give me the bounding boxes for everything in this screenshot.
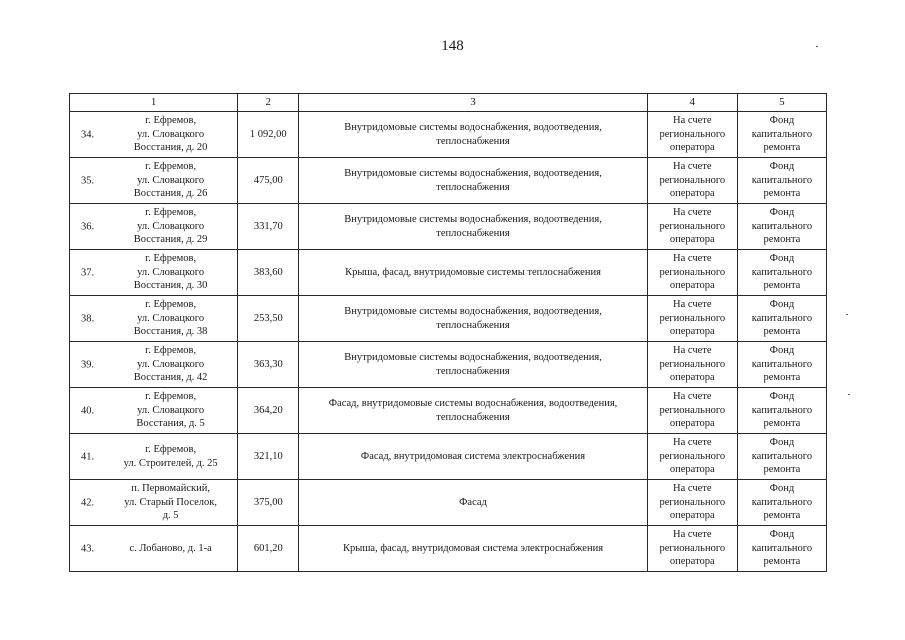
address-line: ул. Строителей, д. 25 — [123, 457, 218, 469]
source-line: капитального — [751, 128, 813, 140]
account-cell — [647, 526, 737, 572]
page-number: 148 — [441, 38, 464, 54]
source-line: Фонд — [769, 345, 795, 357]
capital-repair-table — [69, 93, 827, 572]
works-line: Внутридомовые системы водоснабжения, водоотведения, — [344, 214, 602, 225]
works-line: Крыша, фасад, внутридомовые системы теплоснабжения — [345, 266, 601, 278]
table-row — [70, 158, 827, 204]
account-line: На счете — [673, 437, 712, 449]
table-row — [70, 434, 827, 480]
address-line: г. Ефремов, — [145, 391, 197, 403]
address-cell — [70, 250, 238, 296]
source-line: Фонд — [769, 207, 795, 219]
table-row — [70, 112, 827, 158]
address-line: с. Лобаново, д. 1-а — [129, 542, 212, 554]
value-cell: 601,20 — [238, 526, 299, 572]
account-line: На счете — [673, 207, 712, 219]
scan-speck — [816, 46, 818, 47]
source-line: капитального — [751, 542, 813, 554]
address-line: ул. Словацкого — [137, 312, 205, 324]
source-line: ремонта — [763, 188, 801, 200]
address-line: ул. Словацкого — [137, 358, 205, 370]
address-line: г. Ефремов, — [145, 115, 197, 127]
works-line: Внутридомовые системы водоснабжения, водоотведения, — [344, 306, 602, 317]
source-line: ремонта — [763, 372, 801, 384]
works-line: Внутридомовые системы водоснабжения, водоотведения, — [344, 122, 602, 133]
address-line: Восстания, д. 26 — [133, 188, 208, 200]
source-line: ремонта — [763, 464, 801, 476]
source-line: ремонта — [763, 234, 801, 246]
account-line: регионального — [659, 266, 726, 278]
source-line: Фонд — [769, 437, 795, 449]
row-number: 43. — [81, 542, 95, 554]
funding-source-cell — [737, 204, 826, 250]
account-line: оператора — [669, 280, 715, 292]
address-line: Восстания, д. 20 — [133, 142, 208, 154]
address-line: ул. Словацкого — [137, 266, 205, 278]
source-line: Фонд — [769, 115, 795, 127]
works-line: теплоснабжения — [436, 411, 510, 423]
works-line: Внутридомовые системы водоснабжения, водоотведения, — [344, 352, 602, 363]
source-line: капитального — [751, 358, 813, 370]
value-cell: 321,10 — [238, 434, 299, 480]
address-cell — [70, 296, 238, 342]
address-line: ул. Словацкого — [137, 174, 205, 186]
address-text — [73, 344, 234, 385]
address-cell — [70, 434, 238, 480]
value-cell: 475,00 — [238, 158, 299, 204]
table-header-row — [70, 94, 827, 112]
account-cell — [647, 342, 737, 388]
works-line: теплоснабжения — [436, 181, 510, 193]
row-number: 41. — [81, 450, 95, 462]
account-line: оператора — [669, 418, 715, 430]
address-line: ул. Словацкого — [137, 404, 205, 416]
source-line: ремонта — [763, 510, 801, 522]
value-cell: 331,70 — [238, 204, 299, 250]
source-line: Фонд — [769, 161, 795, 173]
source-line: капитального — [751, 404, 813, 416]
address-text — [73, 114, 234, 155]
source-line: капитального — [751, 266, 813, 278]
source-line: Фонд — [769, 299, 795, 311]
source-line: капитального — [751, 312, 813, 324]
table-row — [70, 342, 827, 388]
value-cell: 383,60 — [238, 250, 299, 296]
account-line: оператора — [669, 188, 715, 200]
address-line: г. Ефремов, — [145, 444, 197, 455]
source-line: капитального — [751, 496, 813, 508]
works-cell — [299, 480, 647, 526]
works-cell — [299, 296, 647, 342]
address-text — [73, 542, 234, 556]
account-line: регионального — [659, 404, 726, 416]
funding-source-cell — [737, 388, 826, 434]
address-line: д. 5 — [162, 510, 179, 522]
account-cell — [647, 250, 737, 296]
works-cell — [299, 342, 647, 388]
account-line: На счете — [673, 483, 712, 495]
source-line: ремонта — [763, 142, 801, 154]
address-line: ул. Старый Поселок, — [124, 496, 218, 508]
address-text — [73, 160, 234, 201]
value-cell: 1 092,00 — [238, 112, 299, 158]
address-line: Восстания, д. 42 — [133, 372, 208, 384]
account-line: регионального — [659, 312, 726, 324]
account-line: регионального — [659, 542, 726, 554]
funding-source-cell — [737, 480, 826, 526]
row-number: 34. — [81, 128, 95, 140]
account-cell — [647, 204, 737, 250]
address-line: Восстания, д. 38 — [133, 326, 208, 338]
row-number: 35. — [81, 174, 95, 186]
address-line: г. Ефремов, — [145, 207, 197, 219]
works-cell — [299, 158, 647, 204]
address-line: г. Ефремов, — [145, 345, 197, 357]
address-cell — [70, 480, 238, 526]
value-cell: 253,50 — [238, 296, 299, 342]
funding-source-cell — [737, 250, 826, 296]
works-cell — [299, 204, 647, 250]
source-line: ремонта — [763, 326, 801, 338]
account-line: На счете — [673, 161, 712, 173]
row-number: 39. — [81, 358, 95, 370]
account-cell — [647, 480, 737, 526]
works-line: Фасад, внутридомовая система электроснабжения — [360, 450, 586, 462]
account-line: оператора — [669, 142, 715, 154]
account-line: На счете — [673, 253, 712, 265]
address-text — [73, 482, 234, 523]
table-row — [70, 526, 827, 572]
account-line: оператора — [669, 510, 715, 522]
works-line: теплоснабжения — [436, 319, 510, 331]
works-line: Внутридомовые системы водоснабжения, водоотведения, — [344, 168, 602, 179]
address-cell — [70, 112, 238, 158]
works-cell — [299, 250, 647, 296]
account-line: На счете — [673, 115, 712, 127]
account-line: На счете — [673, 391, 712, 403]
address-line: ул. Словацкого — [137, 220, 205, 232]
address-line: Восстания, д. 5 — [136, 418, 205, 430]
column-header: 4 — [647, 94, 737, 112]
account-line: На счете — [673, 299, 712, 311]
account-line: оператора — [669, 464, 715, 476]
account-line: оператора — [669, 326, 715, 338]
table-row — [70, 250, 827, 296]
source-line: капитального — [751, 174, 813, 186]
address-cell — [70, 388, 238, 434]
funding-source-cell — [737, 158, 826, 204]
works-cell — [299, 388, 647, 434]
scan-speck — [846, 314, 848, 315]
value-cell: 363,30 — [238, 342, 299, 388]
address-line: г. Ефремов, — [145, 299, 197, 311]
source-line: ремонта — [763, 280, 801, 292]
table-row — [70, 480, 827, 526]
works-cell — [299, 526, 647, 572]
table-row — [70, 296, 827, 342]
address-cell — [70, 526, 238, 572]
address-text — [73, 390, 234, 431]
address-line: г. Ефремов, — [145, 161, 197, 173]
row-number: 40. — [81, 404, 95, 416]
row-number: 36. — [81, 220, 95, 232]
address-text — [73, 206, 234, 247]
address-cell — [70, 204, 238, 250]
funding-source-cell — [737, 526, 826, 572]
row-number: 42. — [81, 496, 95, 508]
table-row — [70, 204, 827, 250]
address-line: Восстания, д. 30 — [133, 280, 208, 292]
funding-source-cell — [737, 112, 826, 158]
account-cell — [647, 112, 737, 158]
account-line: регионального — [659, 128, 726, 140]
works-line: Фасад, внутридомовые системы водоснабжения, водоотведения, — [328, 398, 618, 409]
address-text — [73, 298, 234, 339]
source-line: Фонд — [769, 483, 795, 495]
address-line: п. Первомайский, — [131, 483, 210, 495]
address-text — [73, 443, 234, 470]
source-line: ремонта — [763, 556, 801, 568]
address-cell — [70, 342, 238, 388]
column-header: 1 — [70, 94, 238, 112]
account-line: регионального — [659, 174, 726, 186]
account-cell — [647, 296, 737, 342]
account-cell — [647, 434, 737, 480]
source-line: Фонд — [769, 529, 795, 541]
source-line: ремонта — [763, 418, 801, 430]
source-line: Фонд — [769, 253, 795, 265]
address-text — [73, 252, 234, 293]
address-line: Восстания, д. 29 — [133, 234, 208, 246]
account-cell — [647, 158, 737, 204]
account-line: регионального — [659, 450, 726, 462]
funding-source-cell — [737, 434, 826, 480]
account-line: На счете — [673, 529, 712, 541]
account-line: регионального — [659, 220, 726, 232]
works-line: теплоснабжения — [436, 365, 510, 377]
account-line: регионального — [659, 358, 726, 370]
funding-source-cell — [737, 342, 826, 388]
table-row — [70, 388, 827, 434]
scan-speck — [848, 394, 850, 395]
works-line: теплоснабжения — [436, 227, 510, 239]
works-line: теплоснабжения — [436, 135, 510, 147]
source-line: капитального — [751, 220, 813, 232]
row-number: 37. — [81, 266, 95, 278]
value-cell: 364,20 — [238, 388, 299, 434]
account-cell — [647, 388, 737, 434]
column-header: 2 — [238, 94, 299, 112]
column-header: 5 — [737, 94, 826, 112]
funding-source-cell — [737, 296, 826, 342]
account-line: оператора — [669, 556, 715, 568]
address-line: г. Ефремов, — [145, 253, 197, 265]
source-line: капитального — [751, 450, 813, 462]
account-line: регионального — [659, 496, 726, 508]
address-line: ул. Словацкого — [137, 128, 205, 140]
account-line: оператора — [669, 372, 715, 384]
column-header: 3 — [299, 94, 647, 112]
account-line: На счете — [673, 345, 712, 357]
row-number: 38. — [81, 312, 95, 324]
works-cell — [299, 434, 647, 480]
works-cell — [299, 112, 647, 158]
account-line: оператора — [669, 234, 715, 246]
works-line: Крыша, фасад, внутридомовая система электроснабжения — [343, 542, 604, 554]
address-cell — [70, 158, 238, 204]
value-cell: 375,00 — [238, 480, 299, 526]
source-line: Фонд — [769, 391, 795, 403]
works-line: Фасад — [459, 496, 487, 508]
table-body — [70, 112, 827, 572]
